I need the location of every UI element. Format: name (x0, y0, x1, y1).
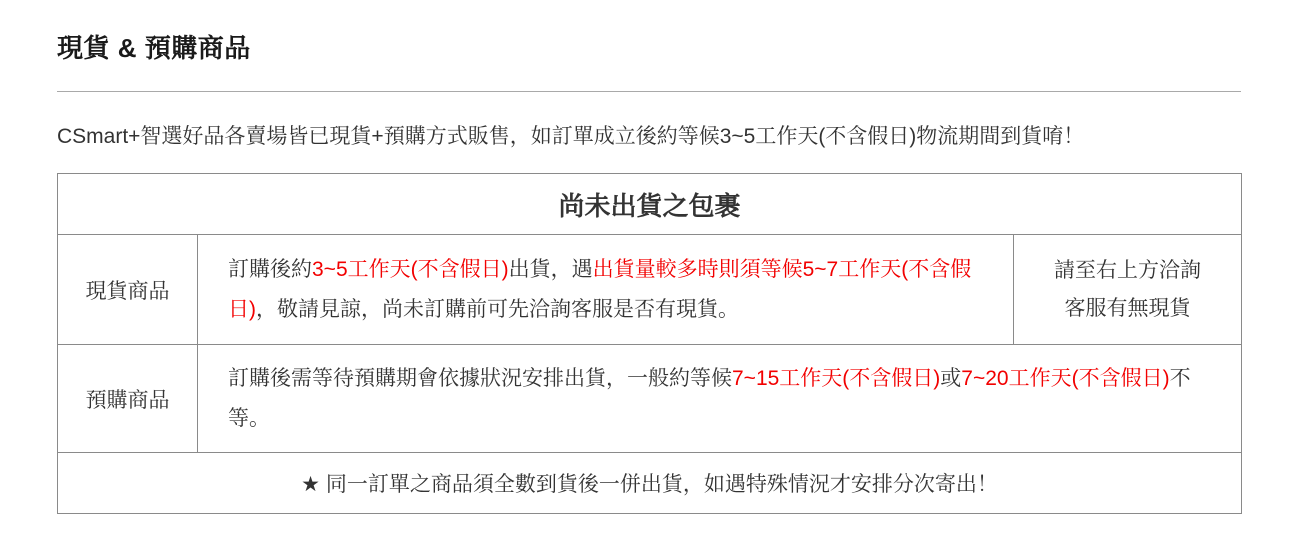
instock-row-note (1014, 235, 1242, 345)
note-line: 請至右上方洽詢 (1054, 258, 1201, 282)
highlighted-text: 出貨量較多時則須等候5~7工作天(不含假日) (228, 257, 972, 321)
intro-text: CSmart+智選好品各賣場皆已現貨+預購方式販售，如訂單成立後約等候3~5工作天(不含假日)物流期間到貨唷！ (57, 125, 1085, 148)
preorder-row-label: 預購商品 (58, 345, 198, 453)
table-row-instock (58, 235, 1242, 345)
text-segment: 訂購後需等待預購期會依據狀況安排出貨，一般約等候 (228, 366, 732, 390)
text-segment: 不等。 (228, 366, 1191, 430)
text-segment: 或 (940, 366, 962, 390)
table-row-preorder (58, 345, 1242, 453)
text-segment: 出貨，遇 (508, 257, 593, 281)
highlighted-text: 3~5工作天(不含假日) (312, 257, 509, 281)
note-line: 客服有無現貨 (1064, 296, 1191, 320)
instock-row-label: 現貨商品 (58, 235, 198, 345)
shipping-info-table (57, 173, 1242, 514)
instock-row-description (198, 235, 1014, 345)
preorder-row-description (198, 345, 1242, 453)
table-header-row (58, 174, 1242, 235)
table-header: 尚未出貨之包裹 (58, 174, 1242, 235)
text-segment: 訂購後約 (228, 257, 312, 281)
table-footer-note: ★ 同一訂單之商品須全數到貨後一併出貨，如遇特殊情況才安排分次寄出！ (58, 453, 1242, 514)
table-footer-row (58, 453, 1242, 514)
page-title: 現貨 & 預購商品 (57, 33, 251, 63)
title-divider (57, 91, 1241, 92)
highlighted-text: 7~15工作天(不含假日) (732, 366, 941, 390)
highlighted-text: 7~20工作天(不含假日) (961, 366, 1170, 390)
page-content (57, 0, 1241, 514)
text-segment: ，敬請見諒，尚未訂購前可先洽詢客服是否有現貨。 (256, 297, 739, 321)
